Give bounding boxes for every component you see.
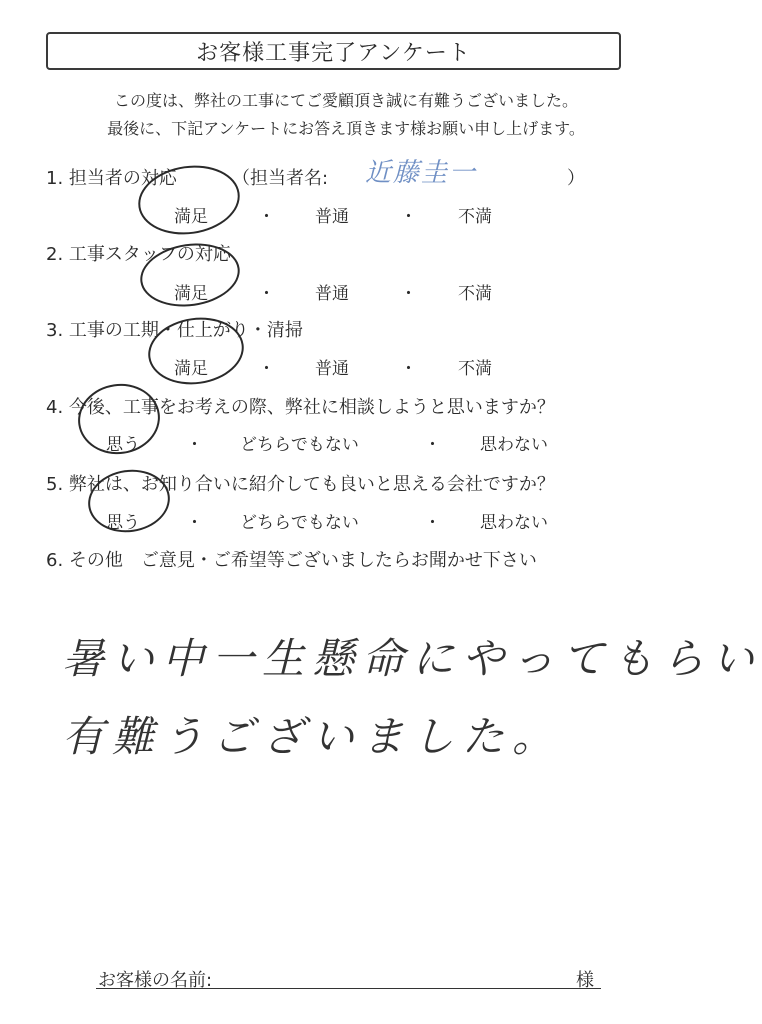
separator-dot: ・ (400, 284, 417, 304)
q3-option-satisfied[interactable]: 満足 (174, 359, 208, 379)
separator-dot: ・ (186, 513, 203, 533)
q4-option-yes[interactable]: 思う (106, 435, 140, 455)
separator-dot: ・ (400, 359, 417, 379)
separator-dot: ・ (424, 435, 441, 455)
q2-option-dissatisfied[interactable]: 不満 (458, 284, 492, 304)
comment-handwritten-line-1: 暑い中一生懸命にやってもらい (62, 634, 762, 683)
customer-name-suffix: 様 (576, 970, 594, 991)
customer-name-label: お客様の名前: (98, 970, 213, 991)
question-2: 2. 工事スタッフの対応 (46, 244, 231, 265)
question-4: 4. 今後、工事をお考えの際、弊社に相談しようと思いますか？ (46, 397, 555, 418)
q1-option-normal[interactable]: 普通 (315, 207, 349, 227)
q5-option-neutral[interactable]: どちらでもない (240, 513, 359, 533)
staff-name-label: （担当者名: (232, 168, 329, 189)
q3-option-normal[interactable]: 普通 (315, 359, 349, 379)
separator-dot: ・ (258, 359, 275, 379)
intro-line-1: この度は、弊社の工事にてご愛顧頂き誠に有難うございました。 (113, 91, 578, 110)
comment-handwritten-line-2: 有難うございました。 (62, 712, 563, 761)
staff-name-close: ） (567, 168, 585, 189)
survey-title: お客様工事完了アンケート (46, 32, 621, 70)
question-3: 3. 工事の工期・仕上がり・清掃 (46, 320, 303, 341)
q1-option-dissatisfied[interactable]: 不満 (458, 207, 492, 227)
question-1: 1. 担当者の対応 (46, 168, 177, 189)
q3-option-dissatisfied[interactable]: 不満 (458, 359, 492, 379)
q1-option-satisfied[interactable]: 満足 (174, 207, 208, 227)
separator-dot: ・ (186, 435, 203, 455)
separator-dot: ・ (258, 207, 275, 227)
separator-dot: ・ (424, 513, 441, 533)
q5-option-yes[interactable]: 思う (106, 513, 140, 533)
q4-option-neutral[interactable]: どちらでもない (240, 435, 359, 455)
q2-option-normal[interactable]: 普通 (315, 284, 349, 304)
staff-name-handwritten: 近藤圭一 (365, 158, 478, 188)
q2-option-satisfied[interactable]: 満足 (174, 284, 208, 304)
separator-dot: ・ (400, 207, 417, 227)
question-5: 5. 弊社は、お知り合いに紹介しても良いと思える会社ですか？ (46, 474, 555, 495)
intro-line-2: 最後に、下記アンケートにお答え頂きます様お願い申し上げます。 (107, 119, 585, 138)
q5-option-no[interactable]: 思わない (480, 513, 548, 533)
q4-option-no[interactable]: 思わない (480, 435, 548, 455)
customer-name-underline (96, 988, 601, 989)
question-6: 6. その他 ご意見・ご希望等ございましたらお聞かせ下さい (46, 550, 537, 571)
separator-dot: ・ (258, 284, 275, 304)
